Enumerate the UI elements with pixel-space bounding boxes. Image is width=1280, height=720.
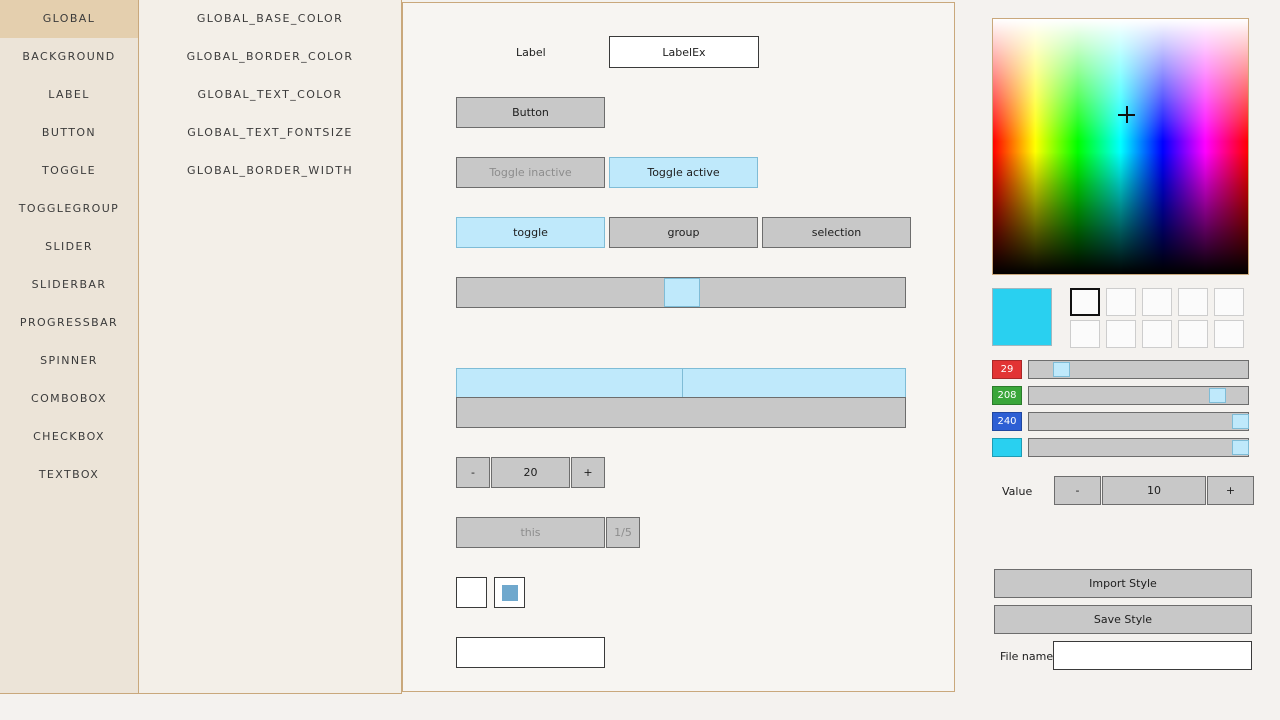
checkbox-check-mark (502, 585, 518, 601)
preview-textbox[interactable] (609, 36, 759, 68)
value-label: Value (1002, 485, 1033, 498)
sidebar-item-label: SLIDERBAR (31, 278, 107, 291)
channel-knob-red[interactable] (1053, 362, 1070, 377)
preview-button[interactable] (456, 97, 605, 128)
preview-combobox-value: this (520, 526, 541, 539)
preview-checkbox-checked[interactable] (494, 577, 525, 608)
sidebar-item-label: CHECKBOX (33, 430, 105, 443)
value-number: 10 (1147, 484, 1161, 497)
channel-slider-red[interactable] (1028, 360, 1249, 379)
sidebar-item-global[interactable] (0, 0, 138, 38)
palette-swatch-6[interactable] (1106, 320, 1136, 348)
preview-togglegroup-label: selection (811, 226, 862, 239)
channel-slider-green[interactable] (1028, 386, 1249, 405)
sidebar-item-label: GLOBAL (42, 12, 96, 25)
sidebar-item-togglegroup[interactable] (0, 190, 138, 228)
preview-sliderbar[interactable] (456, 368, 906, 399)
sidebar-item-label: BUTTON (41, 126, 97, 139)
channel-row-alpha (992, 438, 1249, 457)
preview-togglegroup-item-0[interactable] (456, 217, 605, 248)
channel-slider-alpha[interactable] (1028, 438, 1249, 457)
preview-spinner-value-label: 20 (523, 466, 538, 479)
sidebar-item-toggle[interactable] (0, 152, 138, 190)
preview-togglegroup-item-2[interactable] (762, 217, 911, 248)
value-increment-button[interactable] (1207, 476, 1254, 505)
sidebar-item-slider[interactable] (0, 228, 138, 266)
sidebar-item-textbox[interactable] (0, 456, 138, 494)
value-field[interactable] (1102, 476, 1206, 505)
channel-value-blue: 240 (992, 412, 1022, 431)
property-item-label: GLOBAL_BORDER_WIDTH (186, 164, 354, 177)
preview-slider-knob[interactable] (664, 278, 700, 307)
color-saturation-value-field[interactable] (992, 18, 1249, 275)
preview-toggle-active[interactable] (609, 157, 758, 188)
sidebar-item-label: LABEL (48, 88, 90, 101)
palette-swatch-8[interactable] (1178, 320, 1208, 348)
import-style-button[interactable] (994, 569, 1252, 598)
preview-spinner-decrement[interactable] (456, 457, 490, 488)
sidebar-item-label: TOGGLEGROUP (18, 202, 120, 215)
channel-slider-blue[interactable] (1028, 412, 1249, 431)
sidebar-item-label: TOGGLE (42, 164, 96, 177)
sidebar-item-spinner[interactable] (0, 342, 138, 380)
preview-spinner-plus-label: + (583, 466, 593, 479)
palette-swatch-5[interactable] (1070, 320, 1100, 348)
property-item-border-width[interactable] (139, 152, 401, 190)
property-item-label: GLOBAL_BORDER_COLOR (186, 50, 354, 63)
sidebar-item-label: COMBOBOX (31, 392, 107, 405)
preview-togglegroup-label: toggle (513, 226, 548, 239)
current-color-swatch (992, 288, 1052, 346)
channel-value-red: 29 (992, 360, 1022, 379)
sidebar-item-label: SLIDER (45, 240, 93, 253)
channel-knob-green[interactable] (1209, 388, 1226, 403)
property-item-base-color[interactable] (139, 0, 401, 38)
sidebar-item-sliderbar[interactable] (0, 266, 138, 304)
value-minus-label: - (1075, 484, 1080, 497)
import-style-label: Import Style (1089, 577, 1157, 590)
channel-knob-blue[interactable] (1232, 414, 1249, 429)
preview-spinner-value[interactable] (491, 457, 570, 488)
palette-swatch-0[interactable] (1070, 288, 1100, 316)
palette-swatch-4[interactable] (1214, 288, 1244, 316)
property-item-label: GLOBAL_BASE_COLOR (196, 12, 344, 25)
preview-panel (402, 2, 955, 692)
sidebar-item-progressbar[interactable] (0, 304, 138, 342)
preview-bottom-textbox[interactable] (456, 637, 605, 668)
palette-swatch-7[interactable] (1142, 320, 1172, 348)
preview-checkbox-unchecked[interactable] (456, 577, 487, 608)
property-item-label: GLOBAL_TEXT_FONTSIZE (187, 126, 353, 139)
save-style-label: Save Style (1093, 613, 1153, 626)
save-style-button[interactable] (994, 605, 1252, 634)
preview-togglegroup-label: group (667, 226, 700, 239)
palette-swatch-1[interactable] (1106, 288, 1136, 316)
sidebar-item-label[interactable] (0, 76, 138, 114)
channel-row-green (992, 386, 1249, 405)
category-sidebar (0, 0, 139, 694)
preview-toggle-inactive[interactable] (456, 157, 605, 188)
sidebar-item-background[interactable] (0, 38, 138, 76)
preview-button-label: Button (512, 106, 549, 119)
property-item-border-color[interactable] (139, 38, 401, 76)
sidebar-item-label: TEXTBOX (38, 468, 100, 481)
preview-textbox-value: LabelEx (662, 45, 706, 59)
color-panel (958, 0, 1280, 694)
channel-value-alpha (992, 438, 1022, 457)
filename-label: File name (1000, 650, 1054, 663)
sidebar-item-checkbox[interactable] (0, 418, 138, 456)
preview-toggle-inactive-label: Toggle inactive (489, 166, 572, 179)
preview-toggle-active-label: Toggle active (647, 166, 720, 179)
preview-spinner-minus-label: - (471, 466, 475, 479)
sidebar-item-button[interactable] (0, 114, 138, 152)
preview-combobox-counter[interactable] (606, 517, 640, 548)
preview-label-caption: Label (516, 46, 546, 59)
preview-combobox-count: 1/5 (614, 526, 632, 539)
value-decrement-button[interactable] (1054, 476, 1101, 505)
preview-combobox[interactable] (456, 517, 605, 548)
sidebar-item-label: BACKGROUND (22, 50, 116, 63)
palette-swatch-9[interactable] (1214, 320, 1244, 348)
value-plus-label: + (1225, 484, 1236, 497)
channel-value-green: 208 (992, 386, 1022, 405)
property-item-label: GLOBAL_TEXT_COLOR (197, 88, 343, 101)
preview-spinner-increment[interactable] (571, 457, 605, 488)
preview-sliderbar-divider (682, 369, 683, 398)
preview-togglegroup-item-1[interactable] (609, 217, 758, 248)
property-item-text-color[interactable] (139, 76, 401, 114)
palette-swatch-3[interactable] (1178, 288, 1208, 316)
channel-knob-alpha[interactable] (1232, 440, 1249, 455)
sidebar-item-combobox[interactable] (0, 380, 138, 418)
channel-row-red (992, 360, 1249, 379)
sidebar-item-label: SPINNER (40, 354, 98, 367)
channel-row-blue (992, 412, 1249, 431)
palette-swatch-2[interactable] (1142, 288, 1172, 316)
filename-input[interactable] (1053, 641, 1252, 670)
property-item-text-fontsize[interactable] (139, 114, 401, 152)
property-list (139, 0, 402, 694)
sidebar-item-label: PROGRESSBAR (19, 316, 119, 329)
preview-slider[interactable] (456, 277, 906, 308)
preview-progressbar (456, 397, 906, 428)
